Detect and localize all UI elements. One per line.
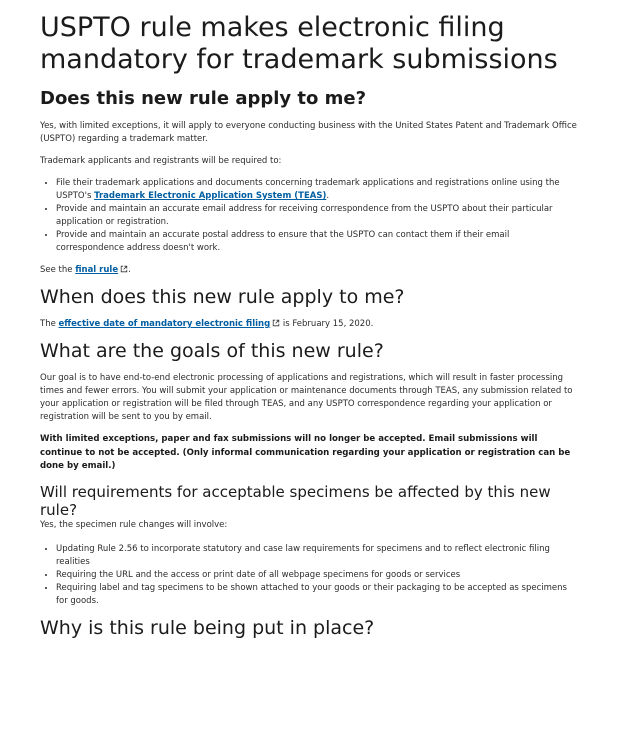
section-heading-applies: Does this new rule apply to me?: [40, 88, 367, 109]
section-heading-goals: What are the goals of this new rule?: [40, 340, 384, 362]
external-link-icon: [272, 319, 280, 327]
applies-intro: Yes, with limited exceptions, it will apply to everyone conducting business with the United States Patent and Trademark Office (USPTO) regarding a trademark matter.: [40, 121, 577, 144]
bullet-text: File their trademark applications and documents concerning trademark applications and registrations online using the USPTO's: [56, 178, 560, 201]
goals-notice: With limited exceptions, paper and fax submissions will no longer be accepted. Email submissions will continue to not be accepted. (Only informal communication regarding your application or registration can be done by email.): [40, 434, 571, 471]
external-link-icon: [120, 265, 128, 273]
goals-body: Our goal is to have end-to-end electronic processing of applications and registrations, which will result in faster processing times and fewer errors. You will submit your application or maintenance documents through TEAS, any submission related to your application or registration will be filed through TEAS, and any USPTO correspondence regarding your application or registration will be sent to you by email.: [40, 373, 573, 422]
see-final-rule: [40, 264, 580, 277]
effective-date: [40, 318, 580, 331]
see-prefix: See the: [40, 265, 76, 275]
list-item: • Requiring the URL and the access or print date of all webpage specimens for goods or services: [56, 569, 580, 582]
page-title: USPTO rule makes electronic filing mandatory for trademark submissions: [40, 12, 558, 75]
applies-lead: Trademark applicants and registrants will be required to:: [40, 156, 282, 166]
list-item: • Provide and maintain an accurate postal address to ensure that the USPTO can contact them if their email correspondence address doesn't work.: [56, 229, 580, 255]
section-heading-specimens: Will requirements for acceptable specimens be affected by this new rule?: [40, 482, 551, 519]
teas-link[interactable]: Trademark Electronic Application System (TEAS): [94, 191, 327, 201]
bullet-text-end: .: [326, 191, 330, 201]
list-item: [56, 177, 580, 203]
section-heading-when: When does this new rule apply to me?: [40, 286, 405, 308]
list-item: • Requiring label and tag specimens to be shown attached to your goods or their packaging to be accepted as specimens for goods.: [56, 582, 580, 608]
effective-prefix: The: [40, 319, 59, 329]
see-suffix: .: [128, 265, 131, 275]
list-item: • Provide and maintain an accurate email address for receiving correspondence from the USPTO about their particular application or registration.: [56, 203, 580, 229]
list-item: • Updating Rule 2.56 to incorporate statutory and case law requirements for specimens and to reflect electronic filing realities: [56, 543, 580, 569]
final-rule-link[interactable]: final rule: [75, 265, 119, 275]
effective-date-link[interactable]: effective date of mandatory electronic filing: [58, 319, 271, 329]
specimen-changes-list: [40, 543, 580, 608]
specimens-intro: Yes, the specimen rule changes will involve:: [40, 519, 228, 530]
section-heading-why: Why is this rule being put in place?: [40, 616, 375, 639]
requirements-list: [40, 177, 580, 255]
article: [40, 12, 580, 649]
effective-suffix: is February 15, 2020.: [280, 319, 374, 329]
